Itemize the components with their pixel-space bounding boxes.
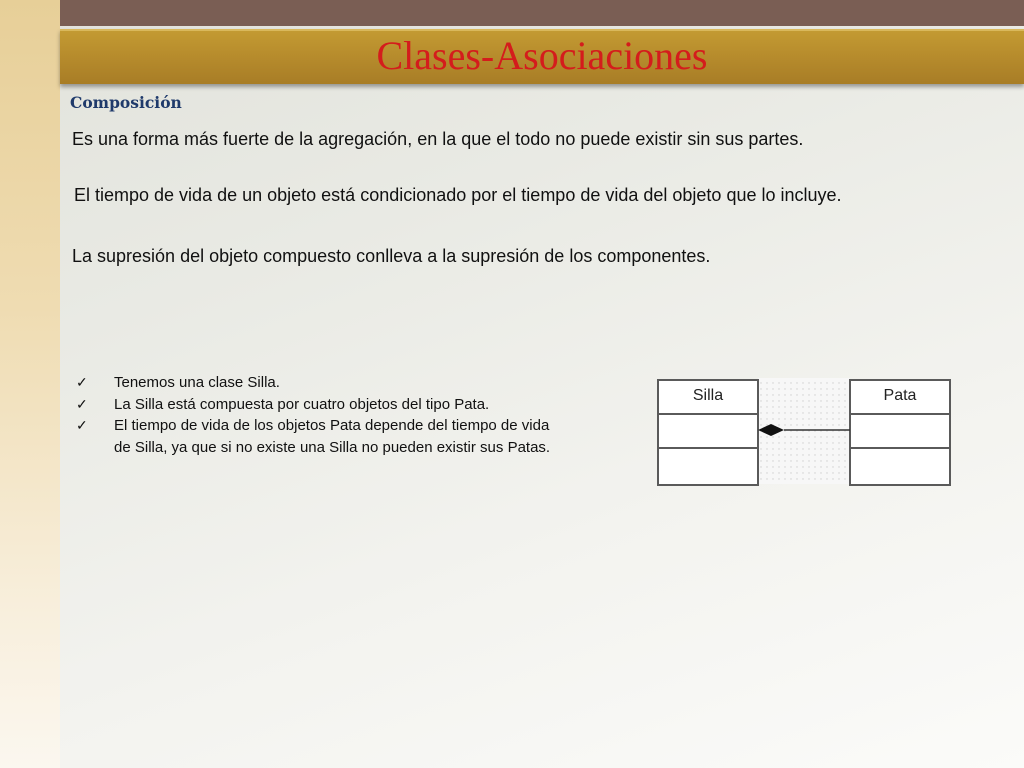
uml-class-pata: [850, 380, 950, 485]
bullet-text: La Silla está compuesta por cuatro objetos del tipo Pata.: [114, 395, 490, 413]
example-bullet-list: [76, 372, 566, 458]
uml-class-name: Silla: [692, 387, 724, 404]
paragraph-definition: Es una forma más fuerte de la agregación, en la que el todo no puede existir sin sus partes.: [72, 129, 804, 149]
checkmark-icon: ✓: [76, 395, 88, 412]
list-item: [76, 415, 566, 458]
left-decorative-strip: [0, 0, 60, 768]
paragraph-deletion: La supresión del objeto compuesto conlleva a la supresión de los componentes.: [72, 246, 711, 266]
uml-class-name: Pata: [883, 387, 917, 404]
slide-title: Clases-Asociaciones: [376, 33, 708, 78]
paragraph-lifetime: El tiempo de vida de un objeto está condicionado por el tiempo de vida del objeto que lo incluye.: [74, 185, 842, 205]
checkmark-icon: ✓: [76, 417, 88, 433]
top-color-bar: [60, 0, 1024, 26]
bullet-text: El tiempo de vida de los objetos Pata depende del tiempo de vida de Silla, ya que si no existe una Silla no pueden existir sus Patas.: [114, 417, 551, 456]
uml-composition-diagram: [656, 374, 954, 489]
uml-class-silla: [658, 380, 758, 485]
list-item: [76, 372, 566, 394]
checkmark-icon: ✓: [76, 374, 88, 390]
bullet-text: Tenemos una clase Silla.: [114, 374, 280, 391]
section-subtitle: Composición: [70, 93, 182, 112]
list-item: [76, 394, 566, 416]
